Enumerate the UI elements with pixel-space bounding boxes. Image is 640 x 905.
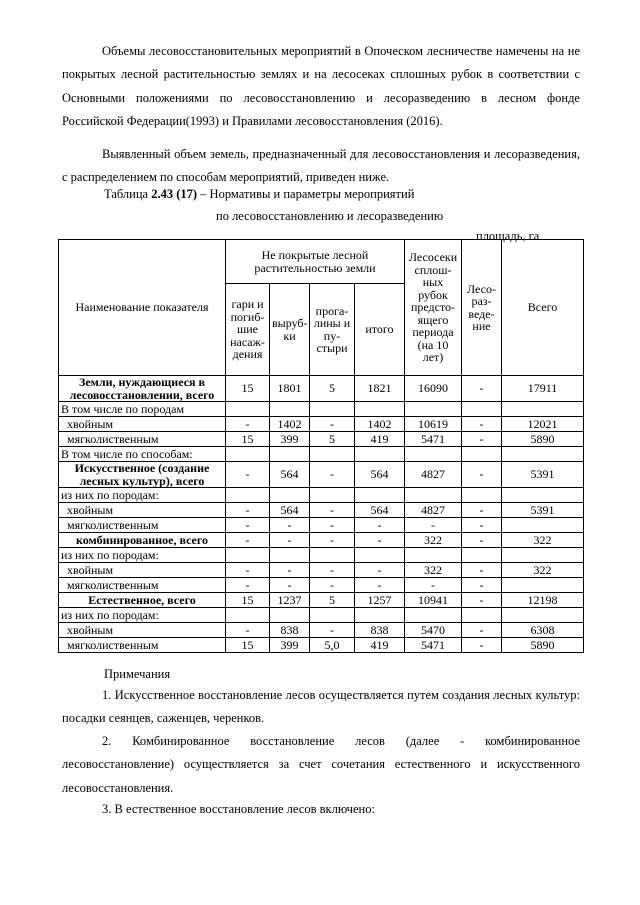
cell-cuttings: 16090 — [405, 376, 462, 402]
table-row — [59, 638, 584, 653]
cell-glades: - — [310, 563, 355, 578]
header-clearings: выруб-ки — [270, 284, 310, 376]
cell-afforestation: - — [462, 578, 502, 593]
cell-total — [502, 608, 584, 623]
cell-burned: - — [226, 623, 270, 638]
cell-glades: - — [310, 578, 355, 593]
cell-clearings: 1402 — [270, 417, 310, 432]
cell-glades — [310, 608, 355, 623]
table-row — [59, 518, 584, 533]
cell-cuttings — [405, 488, 462, 503]
header-burned: гари и погиб-шие насаж-дения — [226, 284, 270, 376]
row-label: Искусственное (создание лесных культур), всего — [59, 462, 226, 488]
cell-afforestation: - — [462, 462, 502, 488]
notes-heading: Примечания — [104, 667, 171, 681]
cell-afforestation — [462, 548, 502, 563]
table-row — [59, 503, 584, 518]
cell-cuttings — [405, 447, 462, 462]
cell-cuttings — [405, 402, 462, 417]
caption-title-line1: – Нормативы и параметры мероприятий — [197, 187, 415, 201]
header-total-group: итого — [355, 284, 405, 376]
cell-glades: - — [310, 623, 355, 638]
header-afforestation: Лесо-раз-веде-ние — [462, 240, 502, 376]
cell-glades: 5,0 — [310, 638, 355, 653]
row-label: из них по породам: — [59, 548, 226, 563]
cell-cuttings: 5471 — [405, 638, 462, 653]
cell-total: 6308 — [502, 623, 584, 638]
cell-total-group: 838 — [355, 623, 405, 638]
cell-burned: - — [226, 518, 270, 533]
row-label: мягколиственным — [59, 432, 226, 447]
cell-total-group — [355, 548, 405, 563]
table-row — [59, 432, 584, 447]
cell-total-group: - — [355, 563, 405, 578]
note-3: 3. В естественное восстановление лесов включено: — [102, 802, 375, 816]
row-label: хвойным — [59, 563, 226, 578]
cell-glades: - — [310, 503, 355, 518]
cell-glades: 5 — [310, 376, 355, 402]
cell-burned: 15 — [226, 432, 270, 447]
table-row — [59, 488, 584, 503]
cell-glades — [310, 488, 355, 503]
table-row — [59, 533, 584, 548]
row-label: мягколиственным — [59, 518, 226, 533]
cell-afforestation: - — [462, 503, 502, 518]
cell-clearings: 1801 — [270, 376, 310, 402]
cell-burned: - — [226, 503, 270, 518]
cell-afforestation — [462, 402, 502, 417]
cell-clearings: 838 — [270, 623, 310, 638]
row-label: хвойным — [59, 503, 226, 518]
cell-total — [502, 548, 584, 563]
cell-total: 322 — [502, 563, 584, 578]
table-row — [59, 593, 584, 608]
cell-total-group: - — [355, 533, 405, 548]
cell-total-group — [355, 608, 405, 623]
cell-afforestation: - — [462, 623, 502, 638]
row-label: из них по породам: — [59, 488, 226, 503]
cell-clearings — [270, 402, 310, 417]
table-row — [59, 563, 584, 578]
row-label: комбинированное, всего — [59, 533, 226, 548]
cell-clearings: 564 — [270, 503, 310, 518]
note-2: 2. Комбинированное восстановление лесов (далее - комбинированное лесовосстановление) осуществляется за счет сочетания естественного и искусственного лесовосстановления. — [62, 734, 580, 795]
cell-burned — [226, 402, 270, 417]
row-label: мягколиственным — [59, 578, 226, 593]
cell-glades: - — [310, 417, 355, 432]
cell-burned: - — [226, 462, 270, 488]
cell-cuttings: 4827 — [405, 503, 462, 518]
cell-cuttings — [405, 608, 462, 623]
cell-glades — [310, 402, 355, 417]
cell-burned: - — [226, 417, 270, 432]
cell-clearings: - — [270, 578, 310, 593]
table-caption — [104, 186, 414, 202]
cell-total: 12198 — [502, 593, 584, 608]
row-label: мягколиственным — [59, 638, 226, 653]
cell-cuttings: - — [405, 518, 462, 533]
cell-cuttings: 5471 — [405, 432, 462, 447]
table-row — [59, 578, 584, 593]
cell-clearings — [270, 447, 310, 462]
cell-cuttings: 322 — [405, 563, 462, 578]
cell-burned: 15 — [226, 638, 270, 653]
cell-glades: 5 — [310, 593, 355, 608]
cell-cuttings: 10941 — [405, 593, 462, 608]
cell-cuttings — [405, 548, 462, 563]
row-label: хвойным — [59, 417, 226, 432]
row-label: В том числе по способам: — [59, 447, 226, 462]
row-label: хвойным — [59, 623, 226, 638]
cell-total: 5391 — [502, 503, 584, 518]
measures-table — [58, 239, 584, 653]
cell-total-group: - — [355, 578, 405, 593]
cell-burned — [226, 447, 270, 462]
header-glades: прога-лины и пу-стыри — [310, 284, 355, 376]
cell-glades: - — [310, 462, 355, 488]
caption-title-line2: по лесовосстановлению и лесоразведению — [216, 209, 444, 223]
cell-total — [502, 447, 584, 462]
table-row — [59, 447, 584, 462]
row-label: Земли, нуждающиеся в лесовосстановлении, всего — [59, 376, 226, 402]
cell-total — [502, 578, 584, 593]
cell-clearings: - — [270, 518, 310, 533]
caption-prefix: Таблица — [104, 187, 152, 201]
cell-total-group: - — [355, 518, 405, 533]
cell-burned: - — [226, 563, 270, 578]
header-total: Всего — [502, 240, 584, 376]
cell-total: 5890 — [502, 638, 584, 653]
table-row — [59, 376, 584, 402]
cell-glades: - — [310, 518, 355, 533]
table-row — [59, 548, 584, 563]
table-row — [59, 417, 584, 432]
cell-glades: - — [310, 533, 355, 548]
cell-clearings: 1237 — [270, 593, 310, 608]
cell-afforestation: - — [462, 593, 502, 608]
cell-total: 12021 — [502, 417, 584, 432]
cell-total-group: 564 — [355, 462, 405, 488]
cell-clearings: - — [270, 533, 310, 548]
intro-paragraph-1: Объемы лесовосстановительных мероприятий в Опоческом лесничестве намечены на не покрытых лесной растительностью землях и на лесосеках сплошных рубок в соответствии с Основными положениями по лесовосстановлению и лесоразведению в лесном фонде Российской Федерации(1993) и Правилами лесовосстановления (2016). — [62, 44, 580, 128]
cell-clearings — [270, 548, 310, 563]
cell-glades — [310, 548, 355, 563]
cell-afforestation: - — [462, 376, 502, 402]
cell-total — [502, 518, 584, 533]
table-row — [59, 608, 584, 623]
cell-total-group: 564 — [355, 503, 405, 518]
cell-afforestation: - — [462, 638, 502, 653]
table-body — [59, 376, 584, 653]
cell-total — [502, 488, 584, 503]
cell-afforestation — [462, 608, 502, 623]
caption-number: 2.43 (17) — [151, 187, 198, 201]
table-row — [59, 623, 584, 638]
cell-clearings: - — [270, 563, 310, 578]
row-label: из них по породам: — [59, 608, 226, 623]
cell-burned — [226, 488, 270, 503]
cell-burned: - — [226, 533, 270, 548]
cell-cuttings: 5470 — [405, 623, 462, 638]
table-row — [59, 462, 584, 488]
cell-burned: 15 — [226, 376, 270, 402]
cell-total-group: 419 — [355, 432, 405, 447]
cell-cuttings: 322 — [405, 533, 462, 548]
cell-clearings: 399 — [270, 638, 310, 653]
cell-total-group — [355, 488, 405, 503]
cell-afforestation: - — [462, 518, 502, 533]
cell-total: 5890 — [502, 432, 584, 447]
row-label: В том числе по породам — [59, 402, 226, 417]
cell-cuttings: - — [405, 578, 462, 593]
cell-clearings: 399 — [270, 432, 310, 447]
cell-afforestation — [462, 488, 502, 503]
cell-clearings: 564 — [270, 462, 310, 488]
cell-burned: 15 — [226, 593, 270, 608]
cell-burned — [226, 548, 270, 563]
cell-glades — [310, 447, 355, 462]
row-label: Естественное, всего — [59, 593, 226, 608]
header-group: Не покрытые лесной растительностью земли — [226, 240, 405, 284]
header-name: Наименование показателя — [59, 240, 226, 376]
cell-burned — [226, 608, 270, 623]
cell-clearings — [270, 488, 310, 503]
cell-total-group — [355, 402, 405, 417]
intro-paragraph-2: Выявленный объем земель, предназначенный для лесовосстановления и лесоразведения, с распределением по способам мероприятий, приведен ниже. — [62, 147, 580, 185]
cell-afforestation: - — [462, 563, 502, 578]
cell-total: 322 — [502, 533, 584, 548]
table-row — [59, 402, 584, 417]
cell-cuttings: 4827 — [405, 462, 462, 488]
cell-afforestation: - — [462, 432, 502, 447]
cell-clearings — [270, 608, 310, 623]
table-unit: площадь, га — [476, 229, 540, 243]
cell-total: 17911 — [502, 376, 584, 402]
cell-total-group: 1257 — [355, 593, 405, 608]
cell-total-group — [355, 447, 405, 462]
note-1: 1. Искусственное восстановление лесов осуществляется путем создания лесных культур: посадки сеянцев, саженцев, черенков. — [62, 688, 580, 726]
cell-afforestation: - — [462, 417, 502, 432]
cell-cuttings: 10619 — [405, 417, 462, 432]
cell-total-group: 419 — [355, 638, 405, 653]
cell-total-group: 1402 — [355, 417, 405, 432]
header-cuttings: Лесосеки сплош-ных рубок предсто-ящего периода (на 10 лет) — [405, 240, 462, 376]
cell-afforestation — [462, 447, 502, 462]
cell-glades: 5 — [310, 432, 355, 447]
cell-total — [502, 402, 584, 417]
cell-afforestation: - — [462, 533, 502, 548]
cell-total: 5391 — [502, 462, 584, 488]
cell-burned: - — [226, 578, 270, 593]
cell-total-group: 1821 — [355, 376, 405, 402]
